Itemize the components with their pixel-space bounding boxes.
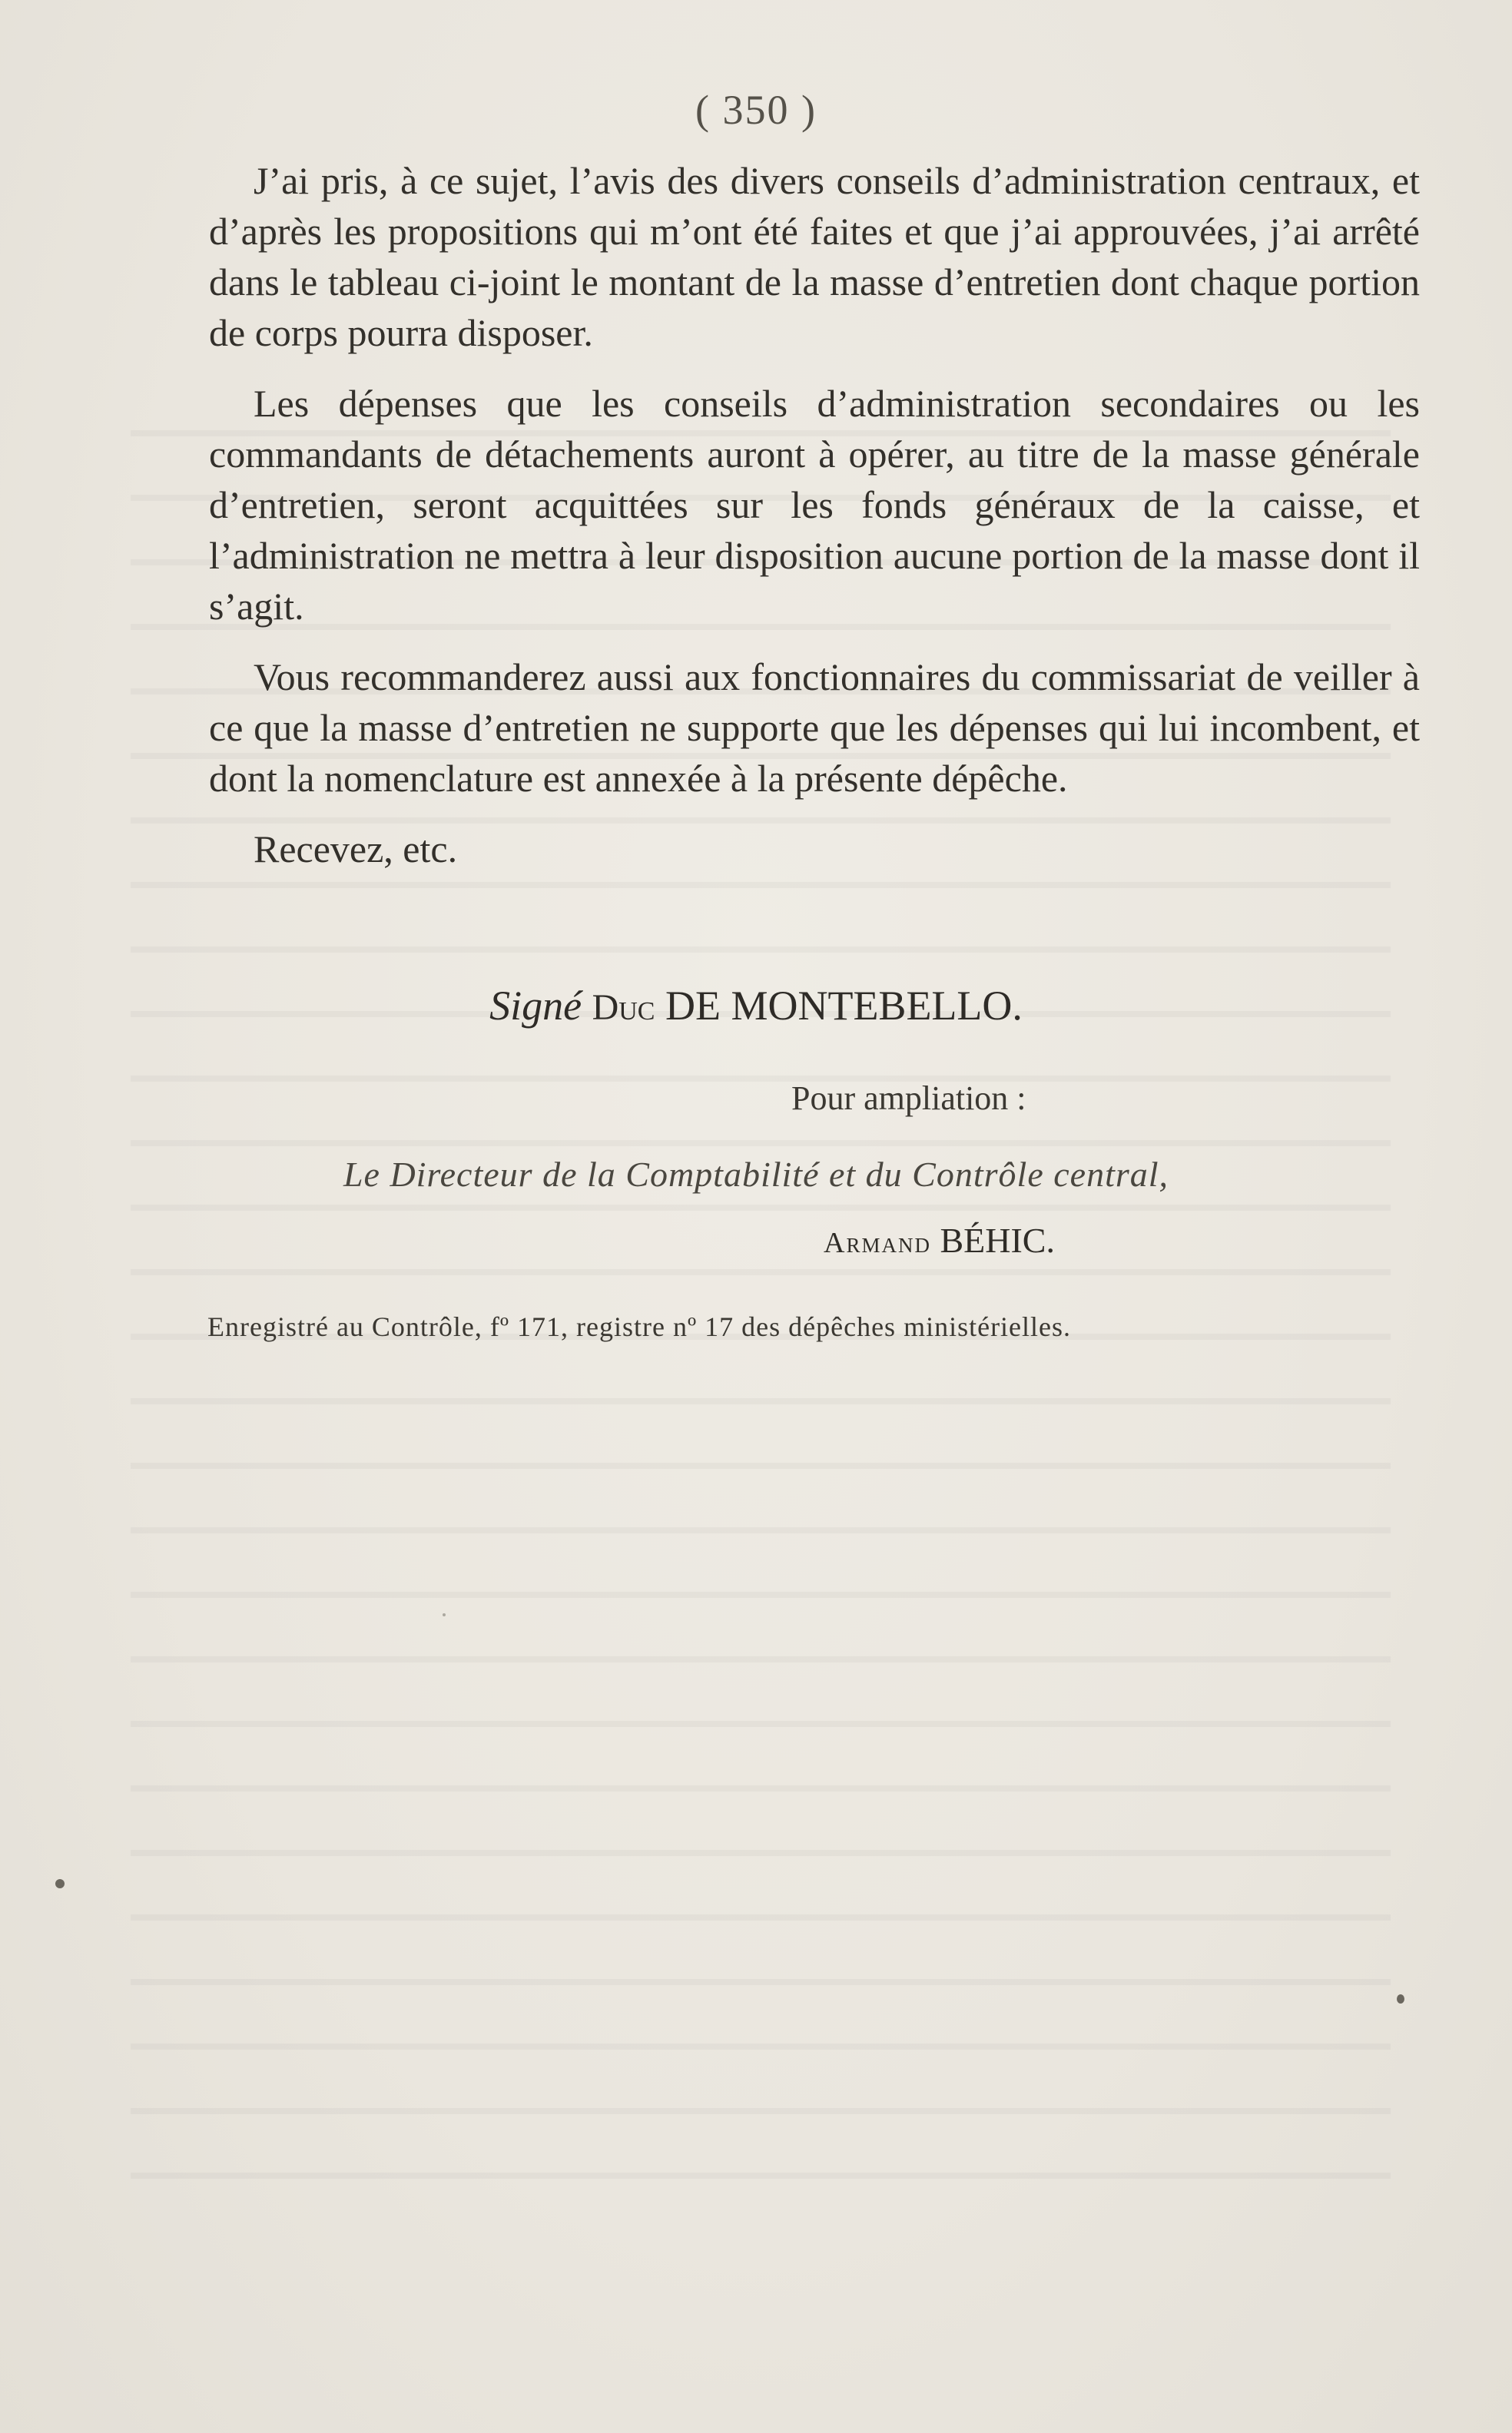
letter-body (209, 155, 1420, 874)
registration-note: Enregistré au Contrôle, fº 171, registre nº 17 des dépêches ministérielles. (207, 1311, 1072, 1342)
paragraph-2: Les dépenses que les conseils d’administration secondaires ou les commandants de détachements auront à opérer, au titre de la masse générale d’entretien, seront acquittées sur les fonds généraux de la caisse, et l’administration ne mettra à leur disposition aucune portion de la masse dont il s’agit. (209, 382, 1420, 628)
director-last-name: BÉHIC. (940, 1221, 1055, 1260)
paragraph-3: Vous recommanderez aussi aux fonctionnaires du commissariat de veiller à ce que la masse d’entretien ne supporte que les dépenses qui lui incombent, et dont la nomenclature est annexée à la présente dépêche. (209, 655, 1420, 800)
paper-fleck (1397, 1994, 1404, 2004)
closing-formula: Recevez, etc. (254, 827, 458, 870)
signature-line (0, 982, 1512, 1029)
paragraph-1: J’ai pris, à ce sujet, l’avis des divers conseils d’administration centraux, et d’après les propositions qui m’ont été faites et que j’ai approuvées, j’ai arrêté dans le tableau ci-joint le montant de la masse d’entretien dont chaque portion de corps pourra disposer. (209, 159, 1420, 354)
paper-fleck (443, 1613, 446, 1616)
director-name (824, 1220, 1055, 1261)
signature-signe: Signé (489, 983, 582, 1029)
ampliation-label: Pour ampliation : (791, 1079, 1026, 1117)
director-first-name: Armand (824, 1227, 931, 1259)
director-title: Le Directeur de la Comptabilité et du Contrôle central, (343, 1155, 1169, 1194)
signature-title: Duc (592, 987, 655, 1028)
page-number: ( 350 ) (695, 87, 817, 133)
paper-fleck (55, 1879, 65, 1888)
signature-name: DE MONTEBELLO. (665, 983, 1023, 1029)
